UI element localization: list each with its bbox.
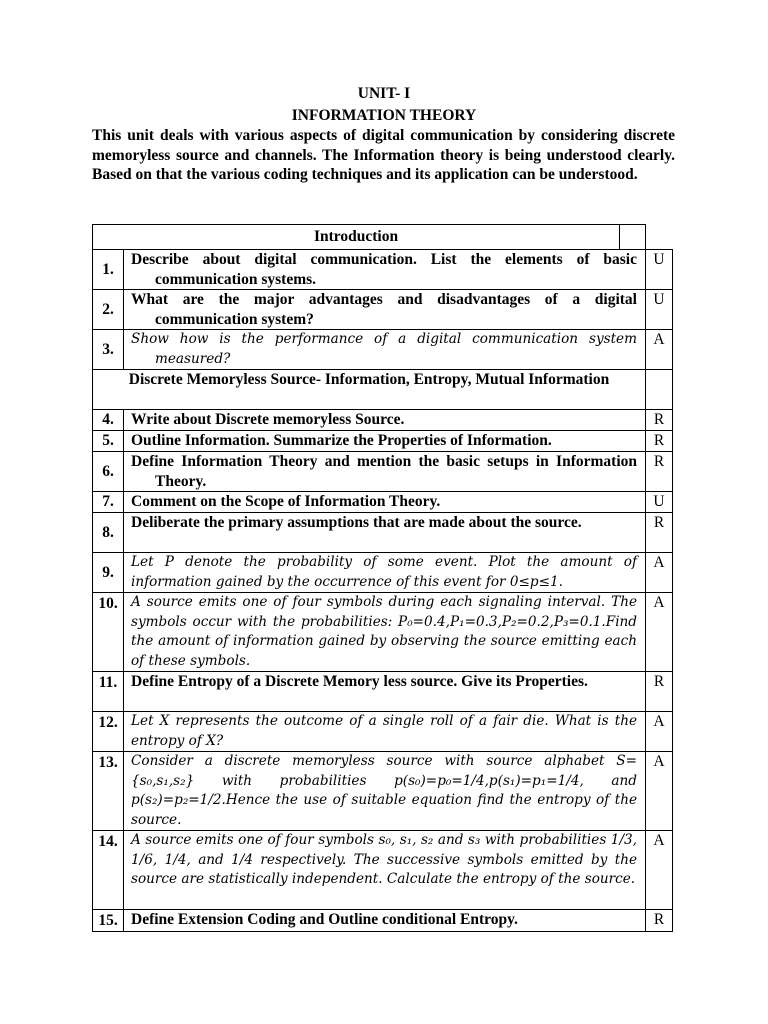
question-text: Let P denote the probability of some event. Plot the amount of information gained by the occurrence of this event for 0≤p≤1. — [124, 553, 646, 593]
table-row — [93, 410, 673, 431]
question-number: 11. — [93, 672, 124, 712]
question-number: 15. — [93, 910, 124, 932]
question-text: Let X represents the outcome of a single roll of a fair die. What is the entropy of X? — [124, 712, 646, 752]
table-row — [93, 553, 673, 593]
level-badge: A — [646, 831, 673, 910]
level-badge: U — [646, 250, 673, 290]
table-row — [93, 593, 673, 672]
level-badge: R — [646, 410, 673, 431]
section-title: Discrete Memoryless Source- Information, Entropy, Mutual Information — [93, 370, 646, 410]
level-badge: R — [646, 431, 673, 452]
section-header-row — [93, 370, 673, 410]
question-table — [92, 224, 673, 932]
table-row — [93, 831, 673, 910]
question-number: 3. — [93, 330, 124, 370]
table-row — [93, 492, 673, 513]
question-number: 9. — [93, 553, 124, 593]
question-text: What are the major advantages and disadvantages of a digital communication system? — [124, 290, 646, 330]
level-badge: R — [646, 513, 673, 553]
level-badge: A — [646, 553, 673, 593]
question-text: Show how is the performance of a digital communication system measured? — [124, 330, 646, 370]
level-badge: U — [646, 290, 673, 330]
table-row — [93, 330, 673, 370]
question-number: 1. — [93, 250, 124, 290]
question-text: Outline Information. Summarize the Properties of Information. — [124, 431, 646, 452]
table-row — [93, 910, 673, 932]
question-number: 2. — [93, 290, 124, 330]
question-number: 7. — [93, 492, 124, 513]
table-row — [93, 513, 673, 553]
question-text: A source emits one of four symbols s₀, s₁, s₂ and s₃ with probabilities 1/3, 1/6, 1/4, and 1/4 respectively. The successive symbols emitted by the source are statistically independent. Calculate the entropy of the source. — [124, 831, 646, 910]
question-text: Define Information Theory and mention the basic setups in Information Theory. — [124, 452, 646, 492]
level-badge: R — [646, 910, 673, 932]
level-badge: U — [646, 492, 673, 513]
question-text: Comment on the Scope of Information Theory. — [124, 492, 646, 513]
question-text: Define Entropy of a Discrete Memory less source. Give its Properties. — [124, 672, 646, 712]
table-row — [93, 290, 673, 330]
question-number: 10. — [93, 593, 124, 672]
question-number: 12. — [93, 712, 124, 752]
section-title: Introduction — [93, 225, 620, 250]
question-number: 14. — [93, 831, 124, 910]
table-row — [93, 712, 673, 752]
question-text: Describe about digital communication. List the elements of basic communication systems. — [124, 250, 646, 290]
question-number: 8. — [93, 513, 124, 553]
table-row — [93, 752, 673, 831]
question-text: Define Extension Coding and Outline conditional Entropy. — [124, 910, 646, 932]
table-row — [93, 452, 673, 492]
table-row — [93, 431, 673, 452]
section-header-row — [93, 225, 673, 250]
question-text: Consider a discrete memoryless source with source alphabet S={s₀,s₁,s₂} with probabilities p(s₀)=p₀=1/4,p(s₁)=p₁=1/4, and p(s₂)=p₂=1/2.Hence the use of suitable equation find the entropy of the source. — [124, 752, 646, 831]
level-badge: R — [646, 672, 673, 712]
level-badge: R — [646, 452, 673, 492]
question-number: 5. — [93, 431, 124, 452]
table-row — [93, 672, 673, 712]
unit-heading: UNIT- I — [357, 85, 411, 102]
question-text: Deliberate the primary assumptions that are made about the source. — [124, 513, 646, 553]
question-number: 4. — [93, 410, 124, 431]
level-badge: A — [646, 712, 673, 752]
level-badge: A — [646, 752, 673, 831]
unit-title: INFORMATION THEORY — [291, 107, 477, 124]
level-badge: A — [646, 593, 673, 672]
question-number: 13. — [93, 752, 124, 831]
question-number: 6. — [93, 452, 124, 492]
intro-paragraph: This unit deals with various aspects of digital communication by considering discrete memoryless source and channels. The Information theory is being understood clearly. Based on that the various coding techniques and its application can be understood. — [92, 127, 675, 184]
question-text: A source emits one of four symbols during each signaling interval. The symbols occur with the probabilities: P₀=0.4,P₁=0.3,P₂=0.2,P₃=0.1.Find the amount of information gained by observing the source emitting each of these symbols. — [124, 593, 646, 672]
level-badge: A — [646, 330, 673, 370]
question-text: Write about Discrete memoryless Source. — [124, 410, 646, 431]
table-row — [93, 250, 673, 290]
